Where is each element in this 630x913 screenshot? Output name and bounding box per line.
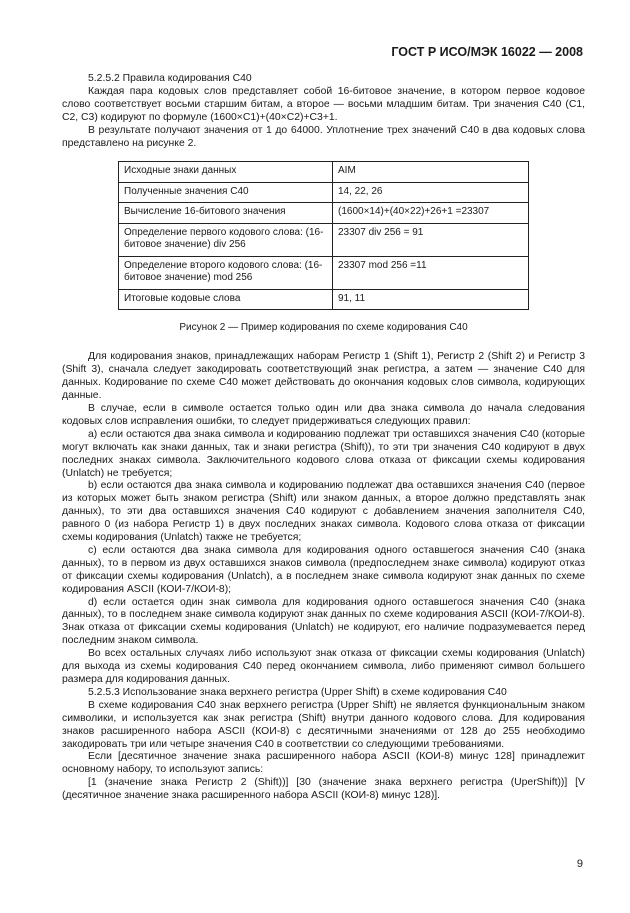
table-cell: Определение первого кодового слова: (16-битовое значение) div 256	[119, 223, 333, 256]
table-cell: 23307 div 256 = 91	[333, 223, 529, 256]
table-cell: AIM	[333, 162, 529, 183]
document-body	[62, 73, 585, 803]
section-heading: 5.2.5.2 Правила кодирования С40	[88, 73, 252, 84]
table-cell: 23307 mod 256 =11	[333, 256, 529, 289]
table-row	[119, 256, 529, 289]
paragraph: c) если остаются два знака символа для кодирования одного оставшегося значения С40 (знака данных), то в первом из двух оставшихся знаков символа (предпоследнем знаке символа) кодируют отказ от фиксации схемы кодирования (Unlatch), а в последнем знаке символа кодируют знак данных по схеме кодирования ASCII (КОИ-7/КОИ-8);	[62, 544, 585, 595]
paragraph: [1 (значение знака Регистр 2 (Shift))] [30 (значение знака верхнего регистра (UperShift))] [V (десятичное значение знака расширенного набора ASCII (КОИ-8) минус 128)].	[62, 777, 585, 802]
paragraph: Во всех остальных случаях либо используют знак отказа от фиксации схемы кодирования (Unlatch) для выхода из схемы кодирования С40 перед окончанием символа, либо применяют символ большего размера для кодирования данных.	[62, 648, 585, 685]
paragraph: Для кодирования знаков, принадлежащих наборам Регистр 1 (Shift 1), Регистр 2 (Shift 2) и Регистр 3 (Shift 3), сначала следует закодировать соответствующий знак регистра, а затем — значение С40 для данных. Кодирование по схеме С40 может действовать до окончания кодовых слов символа, кодирующих данные.	[62, 351, 585, 402]
paragraph: a) если остаются два знака символа и кодированию подлежат три оставшихся значения С40 (которые могут включать как знаки данных, так и знаки регистра (Shift)), то эти три значения С40 кодируют в двух последних знаках символа. Заключительного кодового слова отказа от фиксации схемы кодирования (Unlatch) не требуется;	[62, 428, 585, 479]
paragraph: d) если остается один знак символа для кодирования одного оставшегося значения С40 (знака данных), то в последнем знаке символа кодируют знак данных по схеме кодирования ASCII (КОИ-7/КОИ-8). Знак отказа от фиксации схемы кодирования (Unlatch) не кодируют, его наличие подразумевается перед последним знаком символа.	[62, 596, 585, 647]
paragraph: Если [десятичное значение знака расширенного набора ASCII (КОИ-8) минус 128] принадлежит основному набору, то используют запись:	[62, 751, 585, 776]
table-cell: 91, 11	[333, 289, 529, 310]
table-row	[119, 289, 529, 310]
table-row	[119, 203, 529, 224]
figure-caption: Рисунок 2 — Пример кодирования по схеме кодирования С40	[179, 322, 468, 334]
paragraph: В результате получают значения от 1 до 64000. Уплотнение трех значений С40 в два кодовых слова представлено на рисунке 2.	[62, 124, 585, 149]
page-number: 9	[576, 858, 583, 870]
paragraph: Каждая пара кодовых слов представляет собой 16-битовое значение, в котором первое кодовое слово соответствует восьми старшим битам, а второе — восьми младшим битам. Три значения С40 (С1, С2, С3) кодируют по формуле (1600×С1)+(40×С2)+С3+1.	[62, 85, 585, 123]
figure-table	[118, 161, 529, 310]
table-cell: Полученные значения С40	[119, 182, 333, 203]
section-heading: 5.2.5.3 Использование знака верхнего регистра (Upper Shift) в схеме кодирования С40	[88, 686, 507, 698]
table-cell: Итоговые кодовые слова	[119, 289, 333, 310]
paragraph: В схеме кодирования С40 знак верхнего регистра (Upper Shift) не является функциональным знаком символики, и используется как знак регистра (Shift) внутри данного кодового слова. Для кодирования знаков расширенного набора ASCII (КОИ-8) с десятичными значениями от 128 до 255 необходимо закодировать три или четыре значения С40 в соответствии со следующими требованиями.	[62, 699, 585, 750]
table-cell: 14, 22, 26	[333, 182, 529, 203]
table-row	[119, 223, 529, 256]
paragraph: b) если остаются два знака символа и кодированию подлежат два оставшихся значения С40 (первое из которых может быть знаком регистра (Shift) или знаком данных, а второе должно представлять знак данных), то эти два оставшихся значения С40 кодируют с добавлением значения заполнителя С40, равного 0 (из набора Регистр 1) в двух последних знаках символа. Кодового слова отказа от фиксации схемы кодирования (Unlatch) также не требуется;	[62, 480, 585, 544]
paragraph: В случае, если в символе остается только один или два знака символа до начала следования кодовых слов исправления ошибки, то следует придерживаться следующих правил:	[62, 402, 585, 427]
table-cell: Определение второго кодового слова: (16-битовое значение) mod 256	[119, 256, 333, 289]
table-cell: Исходные знаки данных	[119, 162, 333, 183]
table-row	[119, 162, 529, 183]
table-row	[119, 182, 529, 203]
table-cell: (1600×14)+(40×22)+26+1 =23307	[333, 203, 529, 224]
table-cell: Вычисление 16-битового значения	[119, 203, 333, 224]
document-header: ГОСТ Р ИСО/МЭК 16022 — 2008	[391, 45, 583, 59]
